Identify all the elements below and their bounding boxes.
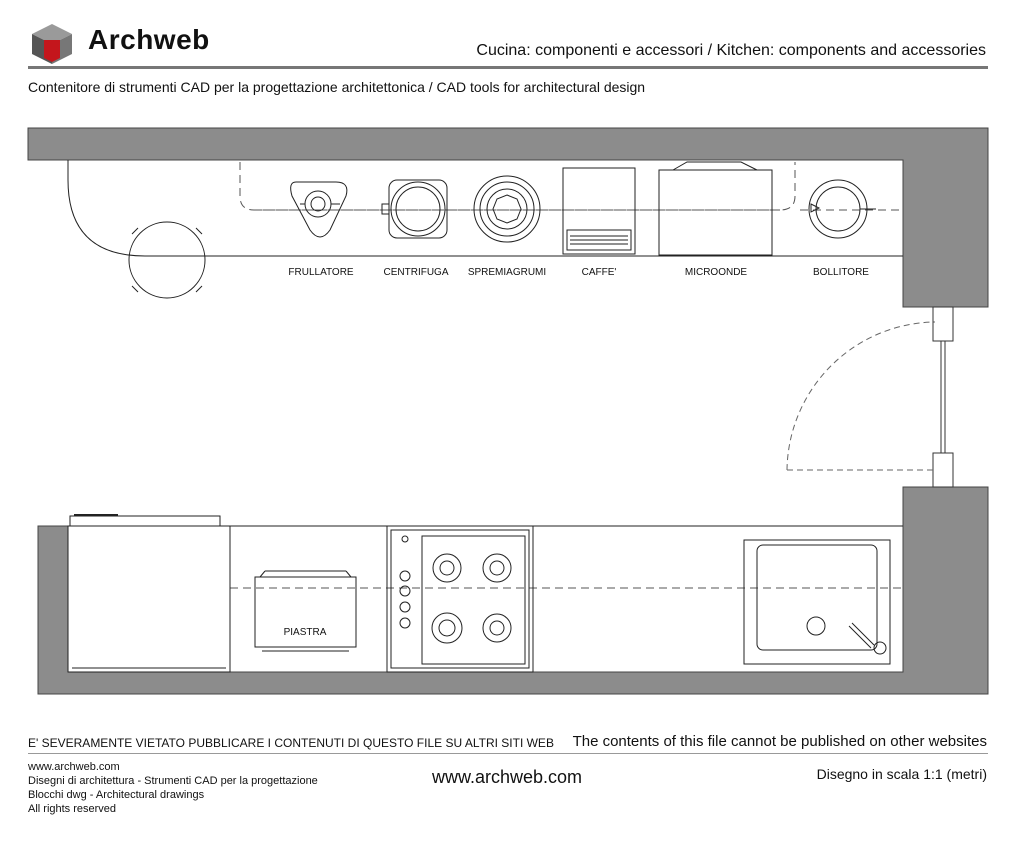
footer-site-link[interactable]: www.archweb.com (432, 767, 583, 787)
warning-italian: E' SEVERAMENTE VIETATO PUBBLICARE I CONTENUTI DI QUESTO FILE SU ALTRI SITI WEB (28, 736, 554, 750)
walls (28, 128, 988, 694)
footer-line: www.archweb.com (28, 761, 120, 773)
label-spremiagrumi: SPREMIAGRUMI (467, 267, 547, 278)
scale-note: Disegno in scala 1:1 (metri) (816, 766, 987, 782)
page-subtitle: Cucina: componenti e accessori / Kitchen: components and accessories (476, 42, 986, 59)
label-frullatore: FRULLATORE (288, 267, 354, 278)
label-centrifuga: CENTRIFUGA (383, 267, 449, 278)
footer-info (28, 760, 318, 816)
footer-line: All rights reserved (28, 803, 117, 815)
footer-line: Blocchi dwg - Architectural drawings (28, 789, 205, 801)
label-piastra: PIASTRA (283, 627, 327, 638)
brand-name: Archweb (88, 24, 210, 55)
label-caffe: CAFFE' (581, 267, 617, 278)
tagline: Contenitore di strumenti CAD per la progettazione architettonica / CAD tools for architectural design (28, 79, 646, 95)
footer-rule (28, 753, 988, 754)
warning-english: The contents of this file cannot be published on other websites (572, 733, 987, 750)
label-bollitore: BOLLITORE (813, 267, 869, 278)
label-microonde: MICROONDE (684, 267, 748, 278)
footer-line: Disegni di architettura - Strumenti CAD per la progettazione (28, 775, 318, 787)
